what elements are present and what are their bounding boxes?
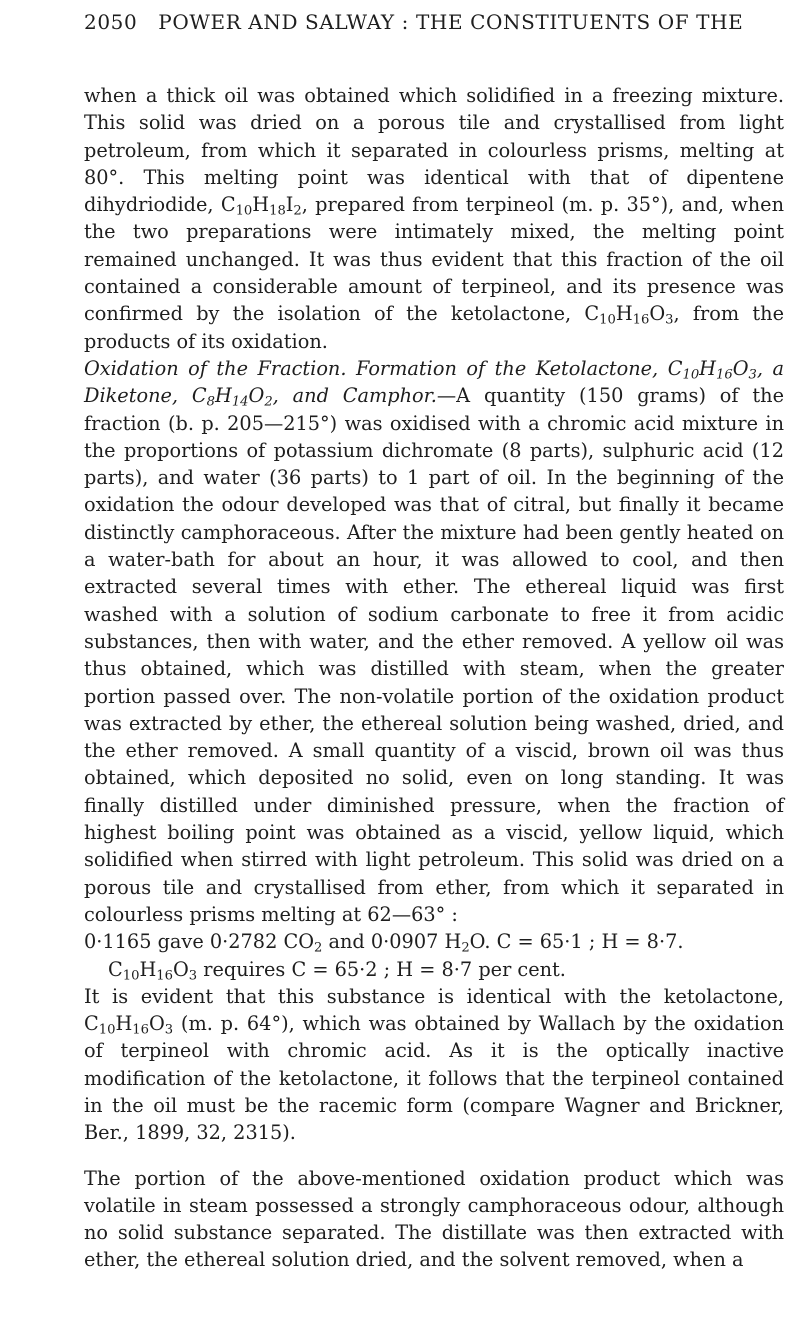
analysis-required: $C_{10}H_{16}O_3$ requires C = 65·2 ; H = 8·7 per cent. [108, 957, 566, 983]
oxidation-procedure-text: —A quantity (150 grams) of the fraction (b. p. 205—215°) was oxidised with a chromic acid mixture in the proportions of potassium dichromate (8 parts), sulphuric acid (12 parts), and water (36 parts) to 1 part of oil. In the beginning of the oxidation the odour developed was that of citral, but finally it became distinctly camphoraceous. After the mixture had been gently heated on a water-bath for about an hour, it was allowed to cool, and then extracted several times with ether. The ethereal liquid was first washed with a solution of sodium carbonate to free it from acidic substances, then with water, and the ether removed. A yellow oil was thus obtained, which was distilled with steam, when the greater portion passed over. The non-volatile portion of the oxidation product was extracted by ether, the ethereal solution being washed, dried, and the ether removed. A small quantity of a viscid, brown oil was thus obtained, which deposited no solid, even on long standing. It was finally distilled under diminished pressure, when the fraction of highest boiling point was obtained as a viscid, yellow liquid, which solidified when stirred with light petroleum. This solid was dried on a porous tile and crystallised from ether, from which it separated in colourless prisms melting at 62—63° : [84, 384, 784, 926]
section-heading-oxidation: Oxidation of the Fraction. Formation of the Ketolactone, $C_{10}H_{16}O_3$, a Diketone, $C_8H_{14}O_2$, and Camphor. [84, 356, 784, 410]
paragraph-oxidation [84, 355, 784, 928]
article-body [84, 82, 784, 1274]
analysis-found: 0·1165 gave 0·2782 $CO_2$ and 0·0907 $H_2O$. C = 65·1 ; H = 8·7. [84, 930, 684, 956]
paragraph-terpineol-identification: when a thick oil was obtained which solidified in a freezing mixture. This solid was dried on a porous tile and crystallised from light petroleum, from which it separated in colourless prisms, melting at 80°. This melting point was identical with that of dipentene dihydriodide, $C_{10}H_{18}I_2$, prepared from terpineol (m. p. 35°), and, when the two preparations were intimately mixed, the melting point remained unchanged. It was thus evident that this fraction of the oil contained a considerable amount of terpineol, and its presence was confirmed by the isolation of the ketolactone, $C_{10}H_{16}O_3$, from the products of its oxidation. [84, 84, 784, 353]
running-title: POWER AND SALWAY : THE CONSTITUENTS OF THE [158, 10, 744, 34]
paragraph-ketolactone-identity: It is evident that this substance is identical with the ketolactone, $C_{10}H_{16}O_3$ (m. p. 64°), which was obtained by Wallach by the oxidation of terpineol with chromic acid. As it is the optically inactive modification of the ketolactone, it follows that the terpineol contained in the oil must be the racemic form (compare Wagner and Brickner, Ber., 1899, 32, 2315). [84, 984, 784, 1145]
paragraph-volatile-portion: The portion of the above-mentioned oxidation product which was volatile in steam possessed a strongly camphoraceous odour, although no solid substance separated. The distillate was then extracted with ether, the ethereal solution dried, and the solvent removed, when a [84, 1166, 784, 1272]
running-header [84, 10, 744, 34]
page-number: 2050 [84, 10, 138, 34]
